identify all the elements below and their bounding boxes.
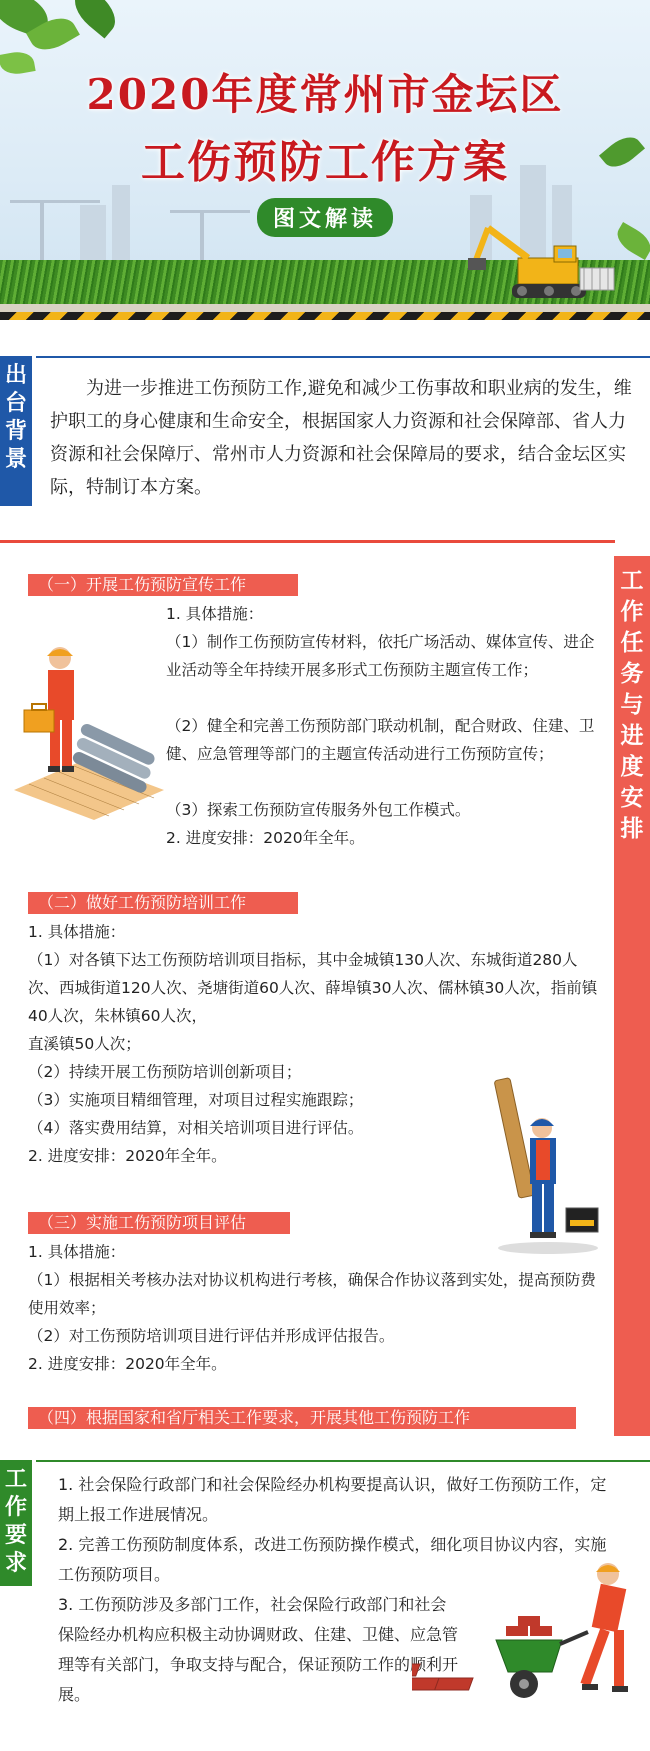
background-divider (36, 356, 650, 358)
page-title-line1: 2020年度常州市金坛区 (86, 70, 564, 119)
task4-heading: （四）根据国家和省厅相关工作要求，开展其他工伤预防工作 (28, 1407, 576, 1429)
tasks-tab: 工 作 任 务 与 进 度 安 排 (614, 556, 650, 1436)
task1-measures-label: 1. 具体措施： (166, 605, 264, 623)
subtitle-badge: 图文解读 (257, 198, 393, 237)
task1-item1: （1）制作工伤预防宣传材料，依托广场活动、媒体宣传、进企业活动等全年持续开展多形式工伤预防主题宣传工作； (166, 633, 595, 679)
task2-item4: （4）落实费用结算，对相关培训项目进行评估。 (28, 1119, 364, 1137)
task2-measures-label: 1. 具体措施： (28, 923, 126, 941)
requirement-item-3: 3. 工伤预防涉及多部门工作，社会保险行政部门和社会保险经办机构应积极主动协调财政、住建、卫健、应急管理等有关部门，争取支持与配合，保证预防工作的顺利开展。 (58, 1595, 459, 1704)
hazard-stripe (0, 312, 650, 320)
task2-item2: （2）持续开展工伤预防培训创新项目； (28, 1063, 302, 1081)
task1-item3: （3）探索工伤预防宣传服务外包工作模式。 (166, 801, 471, 819)
task1-schedule: 2. 进度安排：2020年全年。 (166, 829, 365, 847)
task1-item2: （2）健全和完善工伤预防部门联动机制，配合财政、住建、卫健、应急管理等部门的主题宣传活动进行工伤预防宣传； (166, 717, 595, 763)
background-paragraph: 为进一步推进工伤预防工作,避免和减少工伤事故和职业病的发生，维护职工的身心健康和生命安全，根据国家人力资源和社会保障部、省人力资源和社会保障厅、常州市人力资源和社会保障局的要求，结合金坛区实际，特制订本方案。 (50, 378, 632, 498)
task2-schedule: 2. 进度安排：2020年全年。 (28, 1147, 227, 1165)
task3-measures-label: 1. 具体措施： (28, 1243, 126, 1261)
requirements-tab: 工 作 要 求 (0, 1460, 32, 1586)
worker-with-wheelbarrow-icon (412, 1560, 648, 1710)
background-tab: 出 台 背 景 (0, 356, 32, 506)
worker-with-toolbox-icon (14, 640, 164, 820)
task3-heading: （三）实施工伤预防项目评估 (28, 1212, 290, 1234)
task2-item1-cont: 直溪镇50人次； (28, 1035, 141, 1053)
tasks-divider (0, 540, 615, 543)
header-banner (0, 0, 650, 320)
worker-carrying-plank-icon (492, 1076, 604, 1256)
requirement-item-2: 2. 完善工伤预防制度体系，改进工伤预防操作模式，细化项目协议内容，实施工伤预防项目。 (58, 1535, 607, 1584)
task2-heading: （二）做好工伤预防培训工作 (28, 892, 298, 914)
task3-item1: （1）根据相关考核办法对协议机构进行考核，确保合作协议落到实处，提高预防费使用效率； (28, 1271, 596, 1317)
page-title-line2: 工伤预防工作方案 (141, 137, 509, 188)
task3-schedule: 2. 进度安排：2020年全年。 (28, 1355, 227, 1373)
task1-heading: （一）开展工伤预防宣传工作 (28, 574, 298, 596)
requirement-item-1: 1. 社会保险行政部门和社会保险经办机构要提高认识，做好工伤预防工作，定期上报工作进展情况。 (58, 1475, 607, 1524)
task2-item3: （3）实施项目精细管理，对项目过程实施跟踪； (28, 1091, 364, 1109)
requirements-divider (36, 1460, 650, 1462)
task3-item2: （2）对工伤预防培训项目进行评估并形成评估报告。 (28, 1327, 395, 1345)
task2-item1: （1）对各镇下达工伤预防培训项目指标，其中金城镇130人次、东城街道280人次、西城街道120人次、尧塘街道60人次、薛埠镇30人次、儒林镇30人次，指前镇40人次，朱林镇60人次， (28, 951, 598, 1025)
excavator-icon (468, 220, 618, 305)
